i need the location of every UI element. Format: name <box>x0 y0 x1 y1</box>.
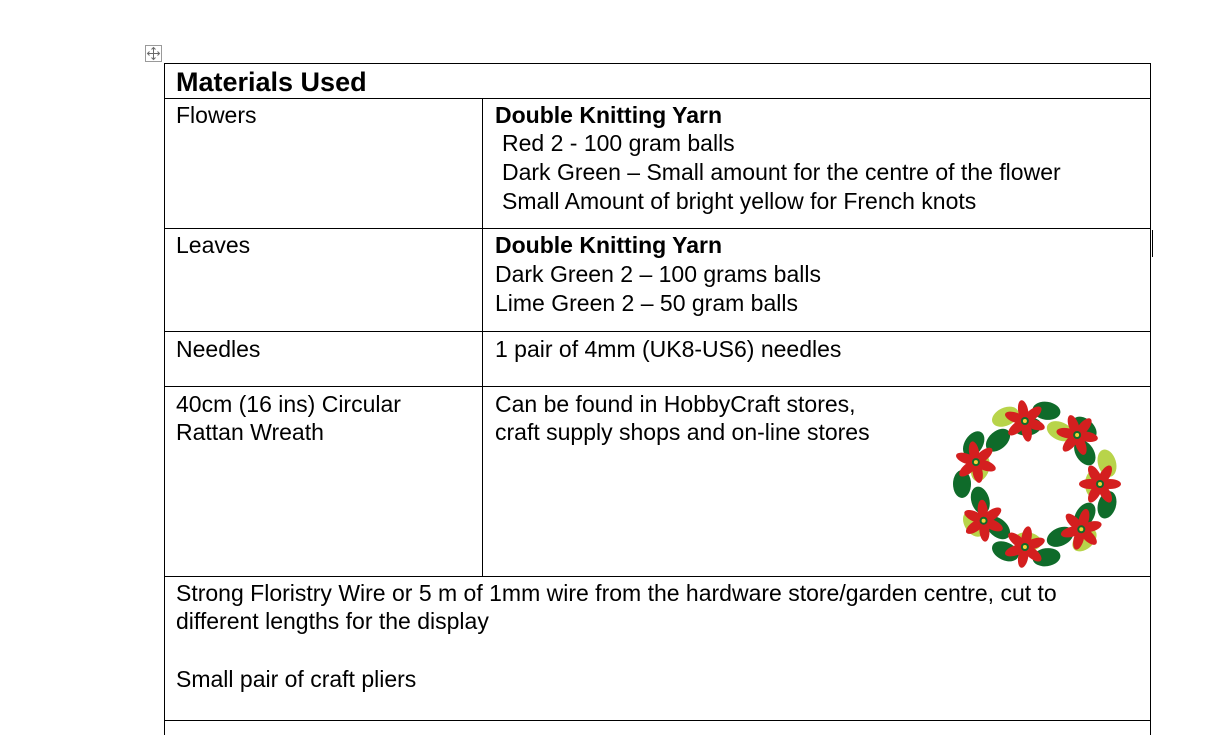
table-border-row5 <box>164 576 1151 577</box>
leaves-heading: Double Knitting Yarn <box>495 232 723 258</box>
table-border-right <box>1150 63 1151 735</box>
french-knot <box>1079 527 1083 531</box>
row-label-flowers: Flowers <box>176 102 257 128</box>
french-knot <box>974 460 978 464</box>
row-label-needles: Needles <box>176 336 261 362</box>
row-label-leaves: Leaves <box>176 232 251 258</box>
table-move-handle-icon[interactable] <box>145 45 162 62</box>
table-title: Materials Used <box>176 67 367 97</box>
wreath-line: Can be found in HobbyCraft stores, <box>495 391 856 417</box>
table-column-divider <box>482 98 483 576</box>
text-cursor <box>1152 230 1153 257</box>
french-knot <box>1075 433 1079 437</box>
flowers-heading: Double Knitting Yarn <box>495 102 723 128</box>
wreath-line: craft supply shops and on-line stores <box>495 419 870 445</box>
table-border-row2 <box>164 228 1151 229</box>
french-knot <box>1023 545 1027 549</box>
flowers-line: Dark Green – Small amount for the centre of the flower <box>502 159 1061 185</box>
leaves-line: Lime Green 2 – 50 gram balls <box>495 290 798 316</box>
footer-extra: Small pair of craft pliers <box>176 666 417 692</box>
footer-line: different lengths for the display <box>176 608 489 634</box>
flowers-line: Red 2 - 100 gram balls <box>502 130 735 156</box>
needles-line: 1 pair of 4mm (UK8-US6) needles <box>495 336 842 362</box>
row-label-wreath: 40cm (16 ins) Circular <box>176 391 401 417</box>
poinsettia-wreath-image <box>944 392 1132 576</box>
table-border-row6 <box>164 720 1151 721</box>
french-knot <box>1098 482 1102 486</box>
french-knot <box>1023 419 1027 423</box>
leaves-line: Dark Green 2 – 100 grams balls <box>495 261 821 287</box>
footer-line: Strong Floristry Wire or 5 m of 1mm wire from the hardware store/garden centre, cut to <box>176 580 1057 606</box>
table-border-top <box>164 63 1151 64</box>
table-border-row4 <box>164 386 1151 387</box>
table-border-row1 <box>164 98 1151 99</box>
row-label-wreath: Rattan Wreath <box>176 419 324 445</box>
french-knot <box>982 519 986 523</box>
table-border-row3 <box>164 331 1151 332</box>
flowers-line: Small Amount of bright yellow for French knots <box>502 188 977 214</box>
table-border-left <box>164 63 165 735</box>
